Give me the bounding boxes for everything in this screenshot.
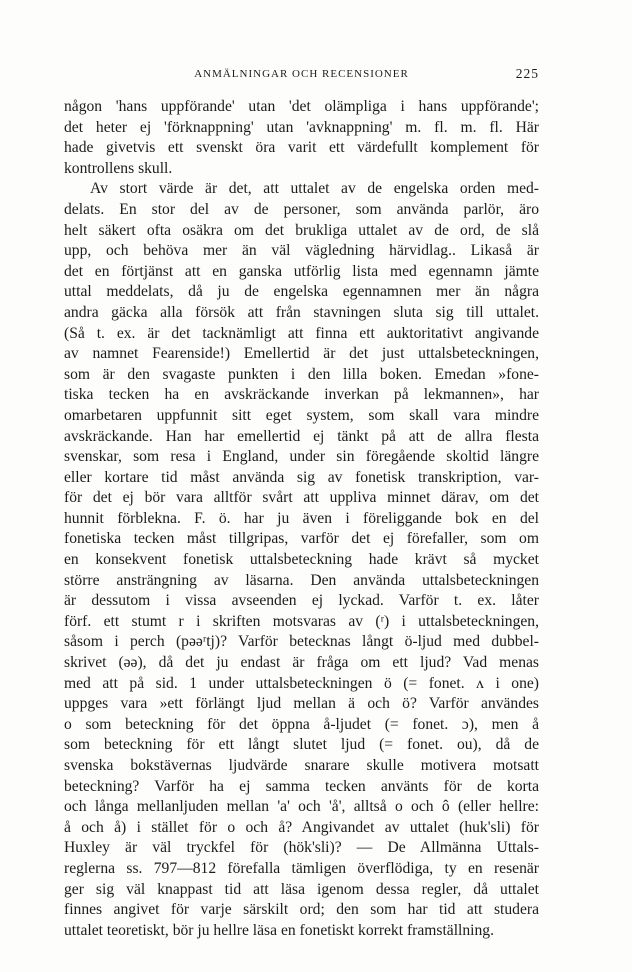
text-line: Huxley är väl tryckfel för (hök'sli)? — De Allmänna Uttals- xyxy=(64,839,539,857)
text-line: hade givetvis ett svenskt öra varit ett värdefullt komplement för xyxy=(64,139,539,157)
text-line: som beteckning för ett långt slutet ljud (= fonet. ou), då de xyxy=(64,736,539,754)
text-line: helt säkert ofta osäkra om det brukliga uttalet av de ord, de slå xyxy=(64,221,539,239)
text-line: kontrollens skull. xyxy=(64,159,173,177)
text-line: någon 'hans uppförande' utan 'det olämpliga i hans uppförande'; xyxy=(64,98,539,115)
page-header xyxy=(64,66,539,84)
running-head: ANMÄLNINGAR OCH RECENSIONER xyxy=(194,68,409,80)
text-line: eller kortare tid måst använda sig av fonetisk transkription, var- xyxy=(64,468,539,486)
text-line: Av stort värde är det, att uttalet av de engelska orden med- xyxy=(90,180,539,198)
text-line: är dessutom i vissa avseenden ej lyckad. Varför t. ex. låter xyxy=(64,592,539,610)
text-line: för det ej bör vara alltför svårt att uppliva minnet därav, om det xyxy=(64,489,539,507)
text-line: en konsekvent fonetisk uttalsbeteckning hade krävt så mycket xyxy=(64,551,539,569)
text-line: upp, och behöva mer än väl vägledning härvidlag.. Likaså är xyxy=(64,242,539,260)
text-line: o som beteckning för det öppna å-ljudet (= fonet. ɔ), men å xyxy=(64,715,539,733)
text-line: svenska bokstävernas ljudvärde snarare skulle motivera motsatt xyxy=(64,757,539,774)
text-line: reglerna ss. 797—812 förefalla tämligen överflödiga, ty en resenär xyxy=(64,859,539,877)
text-line: delats. En stor del av de personer, som använda parlör, äro xyxy=(64,200,539,218)
text-line: beteckning? Varför ha ej samma tecken använts för de korta xyxy=(64,777,539,795)
text-line: finnes angivet för varje särskilt ord; den som har tid att studera xyxy=(64,901,539,919)
text-line: andra gäcka alla försök att från stavningen sluta sig till uttalet. xyxy=(64,303,539,321)
text-line: å och å) i stället för o och å? Angivandet av uttalet (huk'sli) för xyxy=(64,818,539,836)
text-line: svenskar, som resa i England, under sin föregående skoltid längre xyxy=(64,448,539,466)
text-line: skrivet (əə), då det ju endast är fråga om ett ljud? Vad menas xyxy=(64,654,539,672)
text-line: fonetiska tecken måst tillgripas, varför det ej förefaller, som om xyxy=(64,530,539,548)
page-number: 225 xyxy=(515,66,539,81)
text-line: som är den svagaste punkten i den lilla boken. Emedan »fone- xyxy=(64,365,539,383)
text-line: (Så t. ex. är det tacknämligt att finna ett auktoritativt angivande xyxy=(64,324,539,342)
text-line: uttalet teoretiskt, bör ju hellre läsa en fonetiskt korrekt framställning. xyxy=(64,921,495,939)
text-line: såsom i perch (pəəʳtj)? Varför betecknas långt ö-ljud med dubbel- xyxy=(64,633,539,651)
text-line: ger sig väl knappast tid att läsa igenom dessa regler, då uttalet xyxy=(64,880,539,898)
body-text xyxy=(64,97,539,941)
text-line: uttal meddelats, då ju de engelska egennamnen mer än några xyxy=(64,283,539,301)
text-line: förf. ett stumt r i skriften motsvaras av (ʳ) i uttalsbeteckningen, xyxy=(64,612,539,630)
text-line: hunnit förblekna. F. ö. har ju även i föreliggande bok en del xyxy=(64,509,539,527)
text-line: med att på sid. 1 under uttalsbeteckningen ö (= fonet. ʌ i one) xyxy=(64,674,539,692)
text-line: och långa mellanljuden mellan 'a' och 'å', alltså o och ô (eller hellre: xyxy=(64,798,539,816)
text-line: av namnet Fearenside!) Emellertid är det just uttalsbeteckningen, xyxy=(64,345,539,363)
text-line: tiska tecken ha en avskräckande inverkan på lekmannen», har xyxy=(64,386,539,404)
text-line: större ansträngning av läsarna. Den använda uttalsbeteckningen xyxy=(64,571,539,589)
text-line: avskräckande. Han har emellertid ej tänkt på att de allra flesta xyxy=(64,427,539,445)
text-line: det heter ej 'förknappning' utan 'avknappning' m. fl. m. fl. Här xyxy=(64,118,539,136)
text-line: uppges vara »ett förlängt ljud mellan ä och ö? Varför användes xyxy=(64,695,539,713)
text-line: omarbetaren uppfunnit sitt eget system, som skall vara mindre xyxy=(64,406,539,424)
text-line: det en förtjänst att en ganska utförlig lista med egennamn jämte xyxy=(64,262,539,280)
